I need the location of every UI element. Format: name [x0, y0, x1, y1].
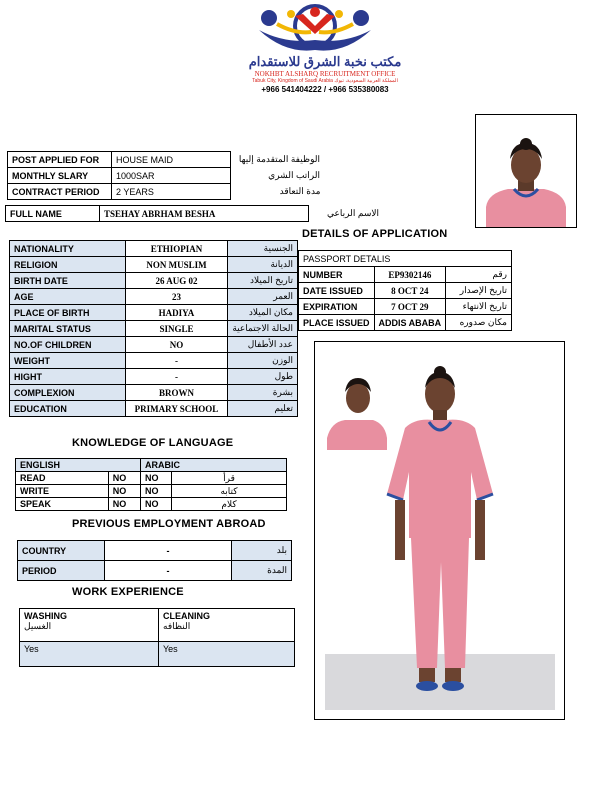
personal-label-ar: تعليم	[228, 401, 298, 417]
personal-row	[10, 369, 298, 385]
contract-value: 2 YEARS	[112, 184, 231, 200]
personal-row	[10, 241, 298, 257]
passport-label-ar: تاريخ الانتهاء	[446, 299, 512, 315]
agency-address: Tabuk City, Kingdom of Saudi Arabia المملكة العربية السعودية، تبوك	[252, 78, 398, 84]
personal-label-ar: مكان الميلاد	[228, 305, 298, 321]
passport-value: 7 OCT 29	[374, 299, 446, 315]
passport-title: PASSPORT DETALIS	[299, 251, 512, 267]
post-row	[8, 152, 325, 168]
post-value: HOUSE MAID	[112, 152, 231, 168]
full-name-label: FULL NAME	[6, 206, 100, 222]
employment-row	[18, 561, 292, 581]
personal-row	[10, 353, 298, 369]
full-name-label-ar: الاسم الرباعي	[309, 206, 384, 222]
experience-washing-ar: الغسيل	[24, 621, 52, 631]
passport-label: DATE ISSUED	[299, 283, 375, 299]
salary-value: 1000SAR	[112, 168, 231, 184]
applicant-portrait-photo	[475, 114, 577, 228]
personal-label: RELIGION	[10, 257, 126, 273]
agency-arabic-name: مكتب نخبة الشرق للاستقدام	[248, 54, 402, 69]
passport-value: 8 OCT 24	[374, 283, 446, 299]
personal-table	[9, 240, 298, 417]
personal-label: BIRTH DATE	[10, 273, 126, 289]
language-skill-label: READ	[16, 472, 109, 485]
personal-label: MARITAL STATUS	[10, 321, 126, 337]
personal-label: AGE	[10, 289, 126, 305]
header	[195, 4, 455, 92]
experience-cleaning-ar: النظافه	[163, 621, 191, 631]
passport-label-ar: مكان صدوره	[446, 315, 512, 331]
personal-value: 26 AUG 02	[125, 273, 228, 289]
language-arabic-value: NO	[141, 472, 172, 485]
personal-label-ar: الجنسية	[228, 241, 298, 257]
personal-value: NO	[125, 337, 228, 353]
language-arabic-value: NO	[141, 498, 172, 511]
salary-label: MONTHLY SLARY	[8, 168, 112, 184]
experience-cleaning-label: CLEANING	[163, 611, 210, 621]
experience-cleaning-value: Yes	[159, 642, 295, 667]
language-skill-ar: كلام	[172, 498, 287, 511]
employment-table	[17, 540, 292, 581]
experience-washing-label: WASHING	[24, 611, 68, 621]
contract-label-ar: مدة التعاقد	[231, 184, 325, 200]
language-skill-ar: كتابه	[172, 485, 287, 498]
employment-label: PERIOD	[18, 561, 105, 581]
personal-value: 23	[125, 289, 228, 305]
full-name-value: TSEHAY ABRHAM BESHA	[100, 206, 309, 222]
personal-row	[10, 273, 298, 289]
language-english-value: NO	[108, 485, 140, 498]
agency-english-name: NOKHBT ALSHARQ RECRUITMENT OFFICE	[254, 70, 396, 78]
experience-washing-value: Yes	[20, 642, 159, 667]
personal-label: NATIONALITY	[10, 241, 126, 257]
language-skill-ar: قرأ	[172, 472, 287, 485]
employment-title: PREVIOUS EMPLOYMENT ABROAD	[72, 518, 266, 530]
personal-label: EDUCATION	[10, 401, 126, 417]
language-title: KNOWLEDGE OF LANGUAGE	[72, 437, 234, 449]
salary-row	[8, 168, 325, 184]
personal-label: NO.OF CHILDREN	[10, 337, 126, 353]
personal-label-ar: الديانة	[228, 257, 298, 273]
personal-label: PLACE OF BIRTH	[10, 305, 126, 321]
post-label-ar: الوظيفة المتقدمة إليها	[231, 152, 325, 168]
passport-row	[299, 267, 512, 283]
details-title: DETAILS OF APPLICATION	[302, 228, 448, 240]
employment-row	[18, 541, 292, 561]
personal-label: WEIGHT	[10, 353, 126, 369]
language-row	[16, 485, 287, 498]
personal-row	[10, 257, 298, 273]
post-table	[7, 151, 325, 200]
personal-label-ar: الوزن	[228, 353, 298, 369]
passport-label: PLACE ISSUED	[299, 315, 375, 331]
language-arabic-value: NO	[141, 485, 172, 498]
personal-value: ETHIOPIAN	[125, 241, 228, 257]
language-english-value: NO	[108, 498, 140, 511]
personal-row	[10, 305, 298, 321]
experience-title: WORK EXPERIENCE	[72, 586, 184, 598]
passport-label-ar: تاريخ الإصدار	[446, 283, 512, 299]
personal-label: HIGHT	[10, 369, 126, 385]
personal-label-ar: طول	[228, 369, 298, 385]
contract-label: CONTRACT PERIOD	[8, 184, 112, 200]
passport-label: EXPIRATION	[299, 299, 375, 315]
personal-row	[10, 401, 298, 417]
personal-value: NON MUSLIM	[125, 257, 228, 273]
personal-label-ar: العمر	[228, 289, 298, 305]
employment-label: COUNTRY	[18, 541, 105, 561]
employment-value: -	[105, 541, 232, 561]
language-table	[15, 458, 287, 511]
experience-washing-header	[20, 609, 159, 642]
personal-value: BROWN	[125, 385, 228, 401]
passport-value: EP9302146	[374, 267, 446, 283]
passport-row	[299, 315, 512, 331]
employment-label-ar: بلد	[232, 541, 292, 561]
personal-label-ar: عدد الأطفال	[228, 337, 298, 353]
salary-label-ar: الراتب الشري	[231, 168, 325, 184]
employment-label-ar: المدة	[232, 561, 292, 581]
personal-label-ar: الحالة الاجتماعية	[228, 321, 298, 337]
post-label: POST APPLIED FOR	[8, 152, 112, 168]
passport-value: ADDIS ABABA	[374, 315, 446, 331]
language-skill-label: WRITE	[16, 485, 109, 498]
passport-row	[299, 283, 512, 299]
personal-row	[10, 321, 298, 337]
personal-value: -	[125, 353, 228, 369]
full-name-table	[5, 205, 383, 222]
employment-value: -	[105, 561, 232, 581]
passport-label-ar: رقم	[446, 267, 512, 283]
experience-cleaning-header	[159, 609, 295, 642]
personal-label-ar: بشرة	[228, 385, 298, 401]
passport-row	[299, 299, 512, 315]
experience-table	[19, 608, 295, 667]
personal-value: SINGLE	[125, 321, 228, 337]
personal-value: HADIYA	[125, 305, 228, 321]
language-col-english: ENGLISH	[16, 459, 141, 472]
contract-row	[8, 184, 325, 200]
personal-value: PRIMARY SCHOOL	[125, 401, 228, 417]
agency-logo	[255, 4, 375, 56]
language-row	[16, 498, 287, 511]
personal-row	[10, 385, 298, 401]
personal-label: COMPLEXION	[10, 385, 126, 401]
language-skill-label: SPEAK	[16, 498, 109, 511]
passport-table	[298, 250, 512, 331]
agency-phones: +966 541404222 / +966 535380083	[261, 85, 389, 94]
personal-row	[10, 289, 298, 305]
personal-value: -	[125, 369, 228, 385]
personal-label-ar: تاريخ الميلاد	[228, 273, 298, 289]
personal-row	[10, 337, 298, 353]
language-row	[16, 472, 287, 485]
language-english-value: NO	[108, 472, 140, 485]
language-col-arabic: ARABIC	[141, 459, 287, 472]
applicant-full-body-photo	[314, 341, 565, 720]
passport-label: NUMBER	[299, 267, 375, 283]
